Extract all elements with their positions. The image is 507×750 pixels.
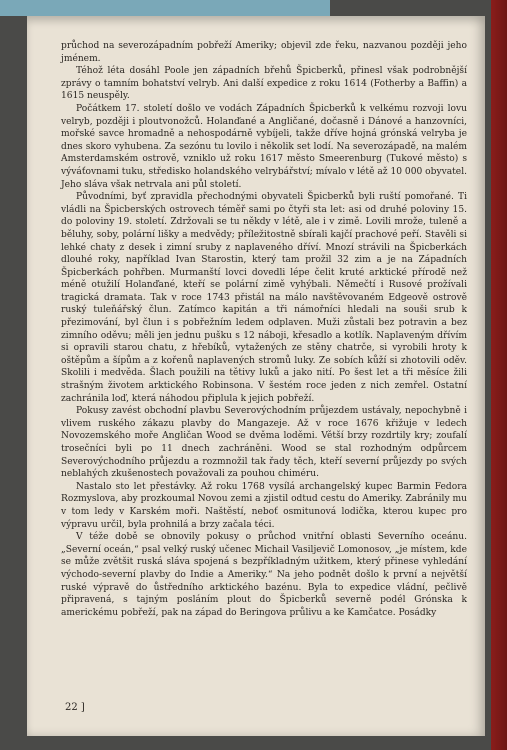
paragraph: Původními, byť zpravidla přechodnými obyvateli Špicberků byli ruští pomořané. Ti vládli na Špicberských ostrovech téměř sami po čtyři sta let: asi od druhé poloviny 15. do poloviny 19. století. Zdržovali se tu někdy v létě, ale i v zimě. Lovili mrože, tuleně a běluhy, soby, polární lišky a medvědy; příležitostně sbírali kajčí prachové peří. Stavěli si lehké chaty z desek i zimní sruby z naplaveného dříví. Mnozí strávili na Špicberkách dlouhé roky, například Ivan Starostin, který tam prožil 32 zim a je na Západních Špicberkách pohřben. Murmanští lovci dovedli lépe čelit kruté arktické přírodě než méně otužilí Holanďané, kteří se polární zimě vyhýbali. Němečtí i Rusové prožívali tragická dramata. Tak v roce 1743 přistál na málo navštěvovaném Edgeově ostrově ruský tuleňářský člun. Zatímco kapitán a tři námořníci hledali na souši srub k přezimování, byl člun i s pobřežním ledem odplaven. Muži zůstali bez potravin a bez zimního oděvu; měli jen jednu pušku s 12 náboji, křesadlo a kotlík. Naplaveným dřívím si opravili starou chatu, z hřebíků, vytažených ze stěny chatrče, si vyrobili hroty k oštěpům a šípům a z kořenů naplavených stromů luky. Ze sobích kůží si zhotovili oděv. Skolili i medvěda. Šlach použili na tětivy luků a jako nití. Po šest let a tři měsíce žili strašným životem arktického Robinsona. V šestém roce jeden z nich zemřel. Ostatní zachránila loď, která náhodou připlula k jejich pobřeží. <box>61 192 467 404</box>
book-spine <box>491 0 507 750</box>
paragraph: Pokusy zavést obchodní plavbu Severovýchodním průjezdem ustávaly, nepochybně i vlivem ruského zákazu plavby do Mangazeje. Až v roce 1676 křižuje v ledech Novozemského moře Angličan Wood se dvěma loděmi. Větší brzy rozdrtily kry; zoufalí trosečníci byli po 11 dnech zachráněni. Wood se stal rozhodným odpůrcem Severovýchodního průjezdu a rozmnožil tak řady těch, kteří severní průjezdy po svých neblahých zkušenostech považovali za pouhou chiméru. <box>61 406 467 480</box>
paragraph: Nastalo sto let přestávky. Až roku 1768 vysílá archangelský kupec Barmin Fedora Rozmyslova, aby prozkoumal Novou zemi a zjistil odtud cestu do Ameriky. Zabránily mu v tom ledy v Karském moři. Naštěstí, neboť osmitunová lodička, kterou kupec pro výpravu určil, byla prohnilá a brzy začala téci. <box>61 481 467 530</box>
page-number: 22 ] <box>65 702 85 713</box>
paragraph: průchod na severozápadním pobřeží Ameriky; objevil zde řeku, nazvanou později jeho jménem. <box>61 41 467 64</box>
paragraph: Téhož léta dosáhl Poole jen západních břehů Špicberků, přinesl však podrobnější zprávy o tamním bohatství velryb. Ani další expedice z roku 1614 (Fotherby a Baffin) a 1615 neuspěly. <box>61 66 467 102</box>
book-page <box>27 16 485 736</box>
book-cover-edge <box>0 0 330 16</box>
page-text <box>61 40 467 619</box>
paragraph: V téže době se obnovily pokusy o průchod vnitřní oblasti Severního oceánu. „Severní oceán,“ psal velký ruský učenec Michail Vasiljevič Lomonosov, „je místem, kde se může zvětšit ruská sláva spojená s bezpříkladným užitkem, který přinese vyhledání východo-severní plavby do Indie a Ameriky.“ Na jeho podnět došlo k první a největší ruské výpravě do ůstředního arktického bazénu. Byla to expedice vládní, pečlivě připravená, s tajným posláním plout do Špicberků severně podél Grónska k americkému pobřeží, pak na západ do Beringova průlivu a ke Kamčatce. Posádky <box>61 532 467 618</box>
paragraph: Počátkem 17. století došlo ve vodách Západních Špicberků k velkému rozvoji lovu velryb, později i ploutvonožců. Holanďané a Angličané, dočasně i Dánové a hanzovníci, mořské savce hromadně a nehospodárně vybíjeli, takže dříve hojná grónská velryba je dnes skoro vyhubena. Za sezónu tu lovilo i několik set lodí. Na severozápadě, na malém Amsterdamském ostrově, vzniklo už roku 1617 město Smeerenburg (Tukové město) s výváťovnami tuku, středisko holandského velrybářství; mívalo v létě až 10 000 obyvatel. Jeho sláva však netrvala ani půl století. <box>61 103 467 190</box>
